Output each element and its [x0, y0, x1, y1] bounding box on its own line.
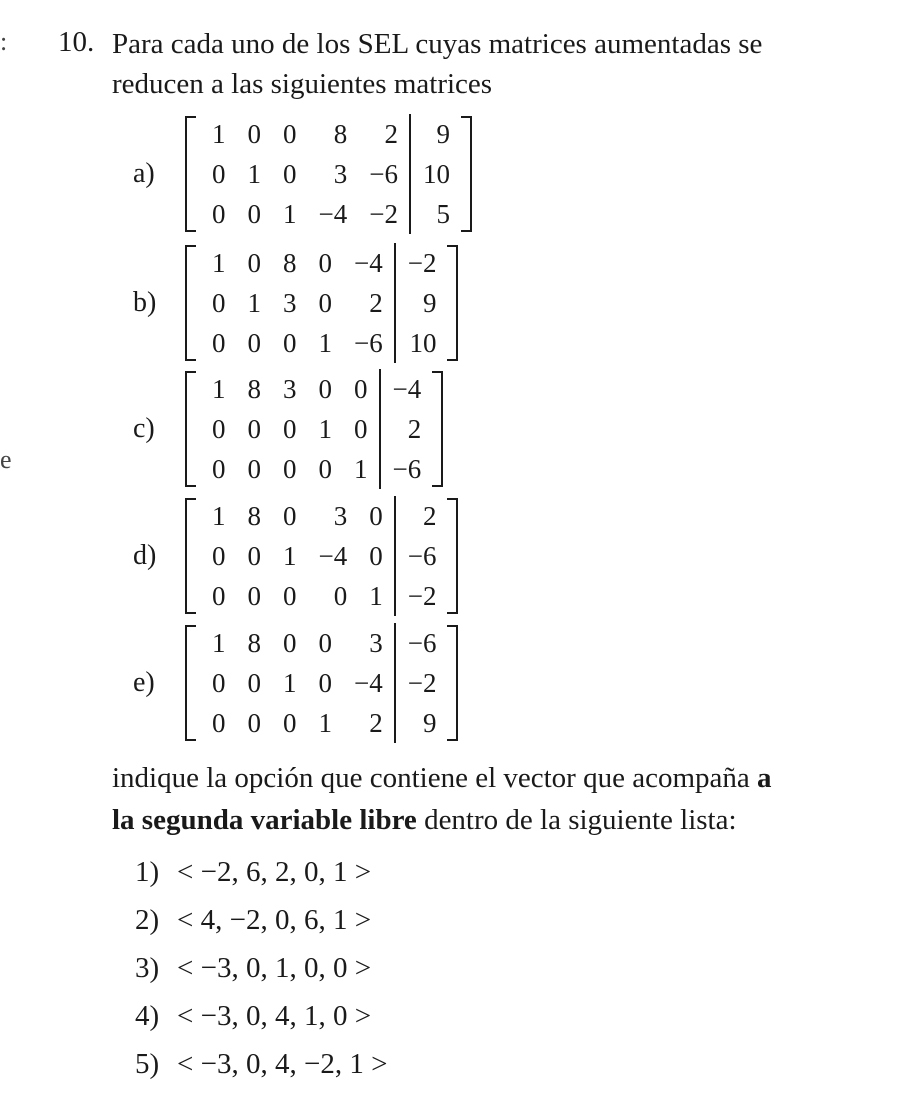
matrix-cell: 0: [247, 667, 261, 698]
matrix-cell: 0: [212, 707, 226, 738]
matrix-cell: 0: [283, 453, 297, 484]
option-number: 3): [135, 952, 160, 984]
instruction-bold: la segunda variable libre: [112, 804, 417, 836]
instruction-text: indique la opción que contiene el vector que acompaña: [112, 762, 757, 794]
augmented-matrix: [185, 114, 472, 234]
matrix-cell: 2: [369, 287, 383, 318]
matrix-label: b): [133, 287, 157, 318]
matrix-cell: 0: [369, 540, 383, 571]
matrix-cell: −4: [318, 540, 348, 571]
matrix-cell: 8: [247, 500, 261, 531]
option-item: [135, 992, 387, 1040]
option-vector: < 4, −2, 0, 6, 1 >: [177, 904, 372, 936]
matrix-cell: 0: [283, 500, 297, 531]
matrix-cell: 0: [247, 413, 261, 444]
matrix-row: [201, 536, 442, 576]
matrix-cell: 1: [354, 453, 368, 484]
matrix-cell: −2: [369, 198, 398, 229]
matrix-cell: 1: [212, 118, 226, 149]
option-vector: < −2, 6, 2, 0, 1 >: [177, 856, 372, 888]
option-vector: < −3, 0, 4, −2, 1 >: [177, 1048, 388, 1080]
matrix-cell: 0: [333, 580, 348, 611]
matrix-cell: −6: [369, 158, 398, 189]
intro-line: Para cada uno de los SEL cuyas matrices aumentadas se: [112, 28, 763, 60]
matrix-cell: 0: [247, 580, 261, 611]
matrix-label: e): [133, 667, 155, 698]
matrix-cell: −6: [395, 623, 443, 663]
matrix-cell: 1: [283, 667, 297, 698]
matrix-row: [201, 323, 442, 363]
option-number: 4): [135, 1000, 160, 1032]
option-number: 2): [135, 904, 160, 936]
matrix-cell: −6: [380, 449, 428, 489]
matrix-cell: 0: [318, 287, 332, 318]
matrix-cell: 9: [395, 703, 443, 743]
matrix-row: [201, 703, 442, 743]
intro-line: reducen a las siguientes matrices: [112, 68, 493, 100]
matrix-cell: 1: [283, 198, 297, 229]
margin-mark: e: [0, 445, 12, 474]
matrix-cell: 9: [410, 114, 456, 154]
augmented-matrix: [185, 496, 458, 616]
matrix-cell: 0: [212, 667, 226, 698]
matrix-cell: 8: [247, 627, 261, 658]
augmented-matrix: [185, 243, 458, 363]
matrix-e: [133, 623, 458, 743]
matrix-cell: 1: [247, 287, 261, 318]
matrix-cell: 5: [410, 194, 456, 234]
matrix-cell: 1: [369, 580, 383, 611]
matrix-cell: 8: [333, 118, 348, 149]
option-vector: < −3, 0, 4, 1, 0 >: [177, 1000, 372, 1032]
matrix-cell: 0: [283, 327, 297, 358]
matrix-cell: 0: [354, 413, 368, 444]
matrix-cell: 0: [212, 327, 226, 358]
matrix-cell: 9: [395, 283, 443, 323]
matrix-cell: 0: [283, 580, 297, 611]
problem-intro: [112, 24, 902, 104]
option-item: [135, 848, 387, 896]
matrix-cell: 10: [395, 323, 443, 363]
option-vector: < −3, 0, 1, 0, 0 >: [177, 952, 372, 984]
option-number: 5): [135, 1048, 160, 1080]
option-list: [135, 848, 387, 1088]
problem-number: 10.: [58, 26, 95, 58]
instruction-line: [112, 799, 902, 841]
matrix-cell: 0: [283, 627, 297, 658]
matrix-cell: 0: [247, 540, 261, 571]
matrix-cell: 0: [318, 247, 332, 278]
matrix-cell: 1: [318, 413, 332, 444]
matrix-label: c): [133, 413, 155, 444]
matrix-cell: −2: [395, 663, 443, 703]
instruction-text: dentro de la siguiente lista:: [416, 804, 737, 836]
matrix-row: [201, 154, 456, 194]
matrix-cell: 3: [369, 627, 383, 658]
matrix-cell: 1: [318, 707, 332, 738]
matrix-cell: 1: [212, 373, 226, 404]
instruction-line: [112, 757, 902, 799]
matrix-cell: 3: [333, 158, 348, 189]
matrix-cell: −6: [395, 536, 443, 576]
matrix-cell: 0: [247, 707, 261, 738]
matrix-cell: 0: [212, 287, 226, 318]
matrix-cell: 1: [212, 627, 226, 658]
matrix-cell: 3: [283, 287, 297, 318]
matrix-row: [201, 576, 442, 616]
option-item: [135, 944, 387, 992]
matrix-cell: 1: [212, 500, 226, 531]
matrix-row: [201, 243, 442, 283]
matrix-cell: 2: [380, 409, 428, 449]
matrix-cell: 0: [247, 453, 261, 484]
instruction-bold: a: [757, 762, 772, 794]
matrix-cell: 0: [283, 413, 297, 444]
matrix-cell: 0: [318, 453, 332, 484]
matrix-cell: 0: [318, 627, 332, 658]
matrix-cell: 0: [247, 198, 261, 229]
matrix-cell: −4: [318, 198, 348, 229]
matrix-row: [201, 409, 427, 449]
matrix-cell: 0: [318, 373, 332, 404]
matrix-cell: 0: [247, 327, 261, 358]
matrix-cell: 0: [212, 158, 226, 189]
matrix-cell: 8: [247, 373, 261, 404]
matrix-cell: 0: [212, 198, 226, 229]
matrix-label: a): [133, 158, 155, 189]
matrix-cell: 2: [384, 118, 398, 149]
matrix-row: [201, 449, 427, 489]
matrix-row: [201, 194, 456, 234]
augmented-matrix: [185, 369, 443, 489]
margin-mark: :: [0, 27, 8, 56]
matrix-cell: 2: [395, 496, 443, 536]
matrix-cell: 0: [283, 707, 297, 738]
matrix-cell: 0: [283, 158, 297, 189]
matrix-d: [133, 496, 458, 616]
matrix-cell: −2: [395, 243, 443, 283]
augmented-matrix: [185, 623, 458, 743]
matrix-cell: 2: [369, 707, 383, 738]
option-item: [135, 1040, 387, 1088]
matrix-label: d): [133, 540, 157, 571]
instruction: [112, 757, 902, 841]
matrix-cell: 1: [283, 540, 297, 571]
matrix-cell: 0: [212, 540, 226, 571]
matrix-row: [201, 623, 442, 663]
matrix-cell: 0: [354, 373, 368, 404]
matrix-cell: 1: [212, 247, 226, 278]
matrix-a: [133, 114, 472, 234]
matrix-cell: 0: [247, 247, 261, 278]
matrix-row: [201, 283, 442, 323]
matrix-cell: 10: [410, 154, 456, 194]
matrix-cell: 3: [283, 373, 297, 404]
matrix-row: [201, 114, 456, 154]
matrix-row: [201, 663, 442, 703]
matrix-cell: 3: [333, 500, 348, 531]
matrix-cell: 0: [247, 118, 261, 149]
matrix-cell: −2: [395, 576, 443, 616]
matrix-b: [133, 243, 458, 363]
matrix-cell: 0: [212, 413, 226, 444]
matrix-cell: −4: [380, 369, 428, 409]
matrix-cell: 0: [212, 580, 226, 611]
matrix-cell: 1: [247, 158, 261, 189]
matrix-cell: 0: [318, 667, 332, 698]
matrix-cell: 1: [318, 327, 332, 358]
matrix-cell: 8: [283, 247, 297, 278]
matrix-cell: −6: [354, 327, 383, 358]
matrix-cell: −4: [354, 667, 383, 698]
matrix-cell: 0: [369, 500, 383, 531]
matrix-cell: −4: [354, 247, 383, 278]
matrix-cell: 0: [283, 118, 297, 149]
matrix-row: [201, 369, 427, 409]
matrix-cell: 0: [212, 453, 226, 484]
option-item: [135, 896, 387, 944]
matrix-c: [133, 369, 443, 489]
option-number: 1): [135, 856, 160, 888]
matrix-row: [201, 496, 442, 536]
